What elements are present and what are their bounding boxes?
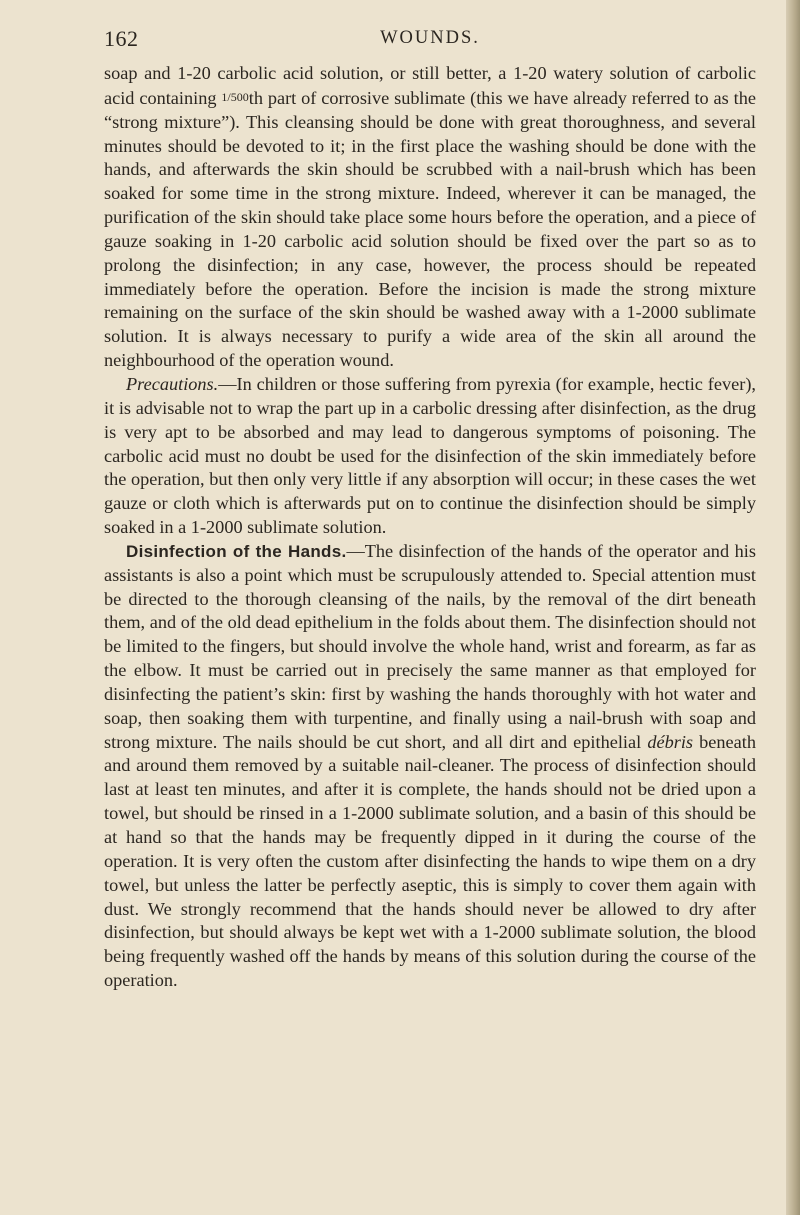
page-body (104, 62, 756, 993)
running-title: WOUNDS. (380, 28, 480, 48)
paragraph-text: th part of corrosive sublimate (this we have already referred to as the “strong mixture”). This cleansing should be done with great thoroughness, and several minutes should be devoted to it; in the first place the washing should be done with the hands, and afterwards the skin should be scrubbed with a nail-brush which has been soaked for some time in the strong mixture. Indeed, wherever it can be managed, the purification of the skin should take place some hours before the operation, and a piece of gauze soaking in 1-20 carbolic acid solution should be fixed over the part so as to prolong the disinfection; in any case, however, the process should be repeated immediately before the operation. Before the incision is made the strong mixture remaining on the surface of the skin should be washed away with a 1-2000 sublimate solution. It is always necessary to purify a wide area of the skin all around the neighbourhood of the operation wound. (104, 87, 757, 371)
paragraph-precautions (104, 373, 756, 540)
paragraph-text: beneath and around them removed by a suitable nail-cleaner. The process of disinfection should last at least ten minutes, and after it is complete, the hands should not be dried upon a towel, but should be rinsed in a 1-2000 sublimate solution, and a basin of this should be at hand so that the hands may be frequently dipped in it during the course of the operation. It is very often the custom after disinfecting the hands to wipe them on a dry towel, but unless the latter be perfectly aseptic, this is simply to cover them again with dust. We strongly recommend that the hands should never be allowed to dry after disinfection, but should always be kept wet with a 1-2000 sublimate solution, the blood being frequently washed off the hands by means of this solution during the course of the operation. (104, 731, 756, 991)
page-edge (786, 0, 800, 1215)
paragraph-text: —The disinfection of the hands of the operator and his assistants is also a point which must be scrupulously attended to. Special attention must be directed to the thorough cleansing of the nails, by the removal of the dirt beneath them, and of the old dead epithelium in the folds about them. The disinfection should not be limited to the fingers, but should involve the whole hand, wrist and forearm, as far as the elbow. It must be carried out in precisely the same manner as that employed for disinfecting the patient’s skin: first by washing the hands thoroughly with hot water and soap, then soaking them with turpentine, and finally using a nail-brush with soap and strong mixture. The nails should be cut short, and all dirt and epithelial (104, 540, 756, 752)
paragraph-continuation (104, 62, 756, 373)
section-heading-precautions: Precautions. (126, 373, 219, 394)
page-number: 162 (104, 26, 139, 51)
paragraph-disinfection-hands (104, 540, 756, 993)
page-header (104, 26, 756, 56)
paragraph-text: —In children or those suffering from pyrexia (for example, hectic fever), it is advisable not to wrap the part up in a carbolic dressing after disinfection, as the drug is very apt to be absorbed and may lead to dangerous symptoms of poisoning. The carbolic acid must no doubt be used for the disinfection of the skin immediately before the operation, but then only very little if any absorption will occur; in these cases the wet gauze or cloth which is afterwards put on to continue the disinfection should be simply soaked in a 1-2000 sublimate solution. (104, 373, 756, 538)
italic-term: débris (647, 731, 694, 752)
section-heading-disinfection-hands: Disinfection of the Hands. (126, 541, 347, 561)
fraction: 1/500 (221, 89, 249, 104)
paragraph-text: soap and 1-20 carbolic acid solution, or still better, a 1-20 watery solution of carbolic acid containing (104, 63, 756, 108)
